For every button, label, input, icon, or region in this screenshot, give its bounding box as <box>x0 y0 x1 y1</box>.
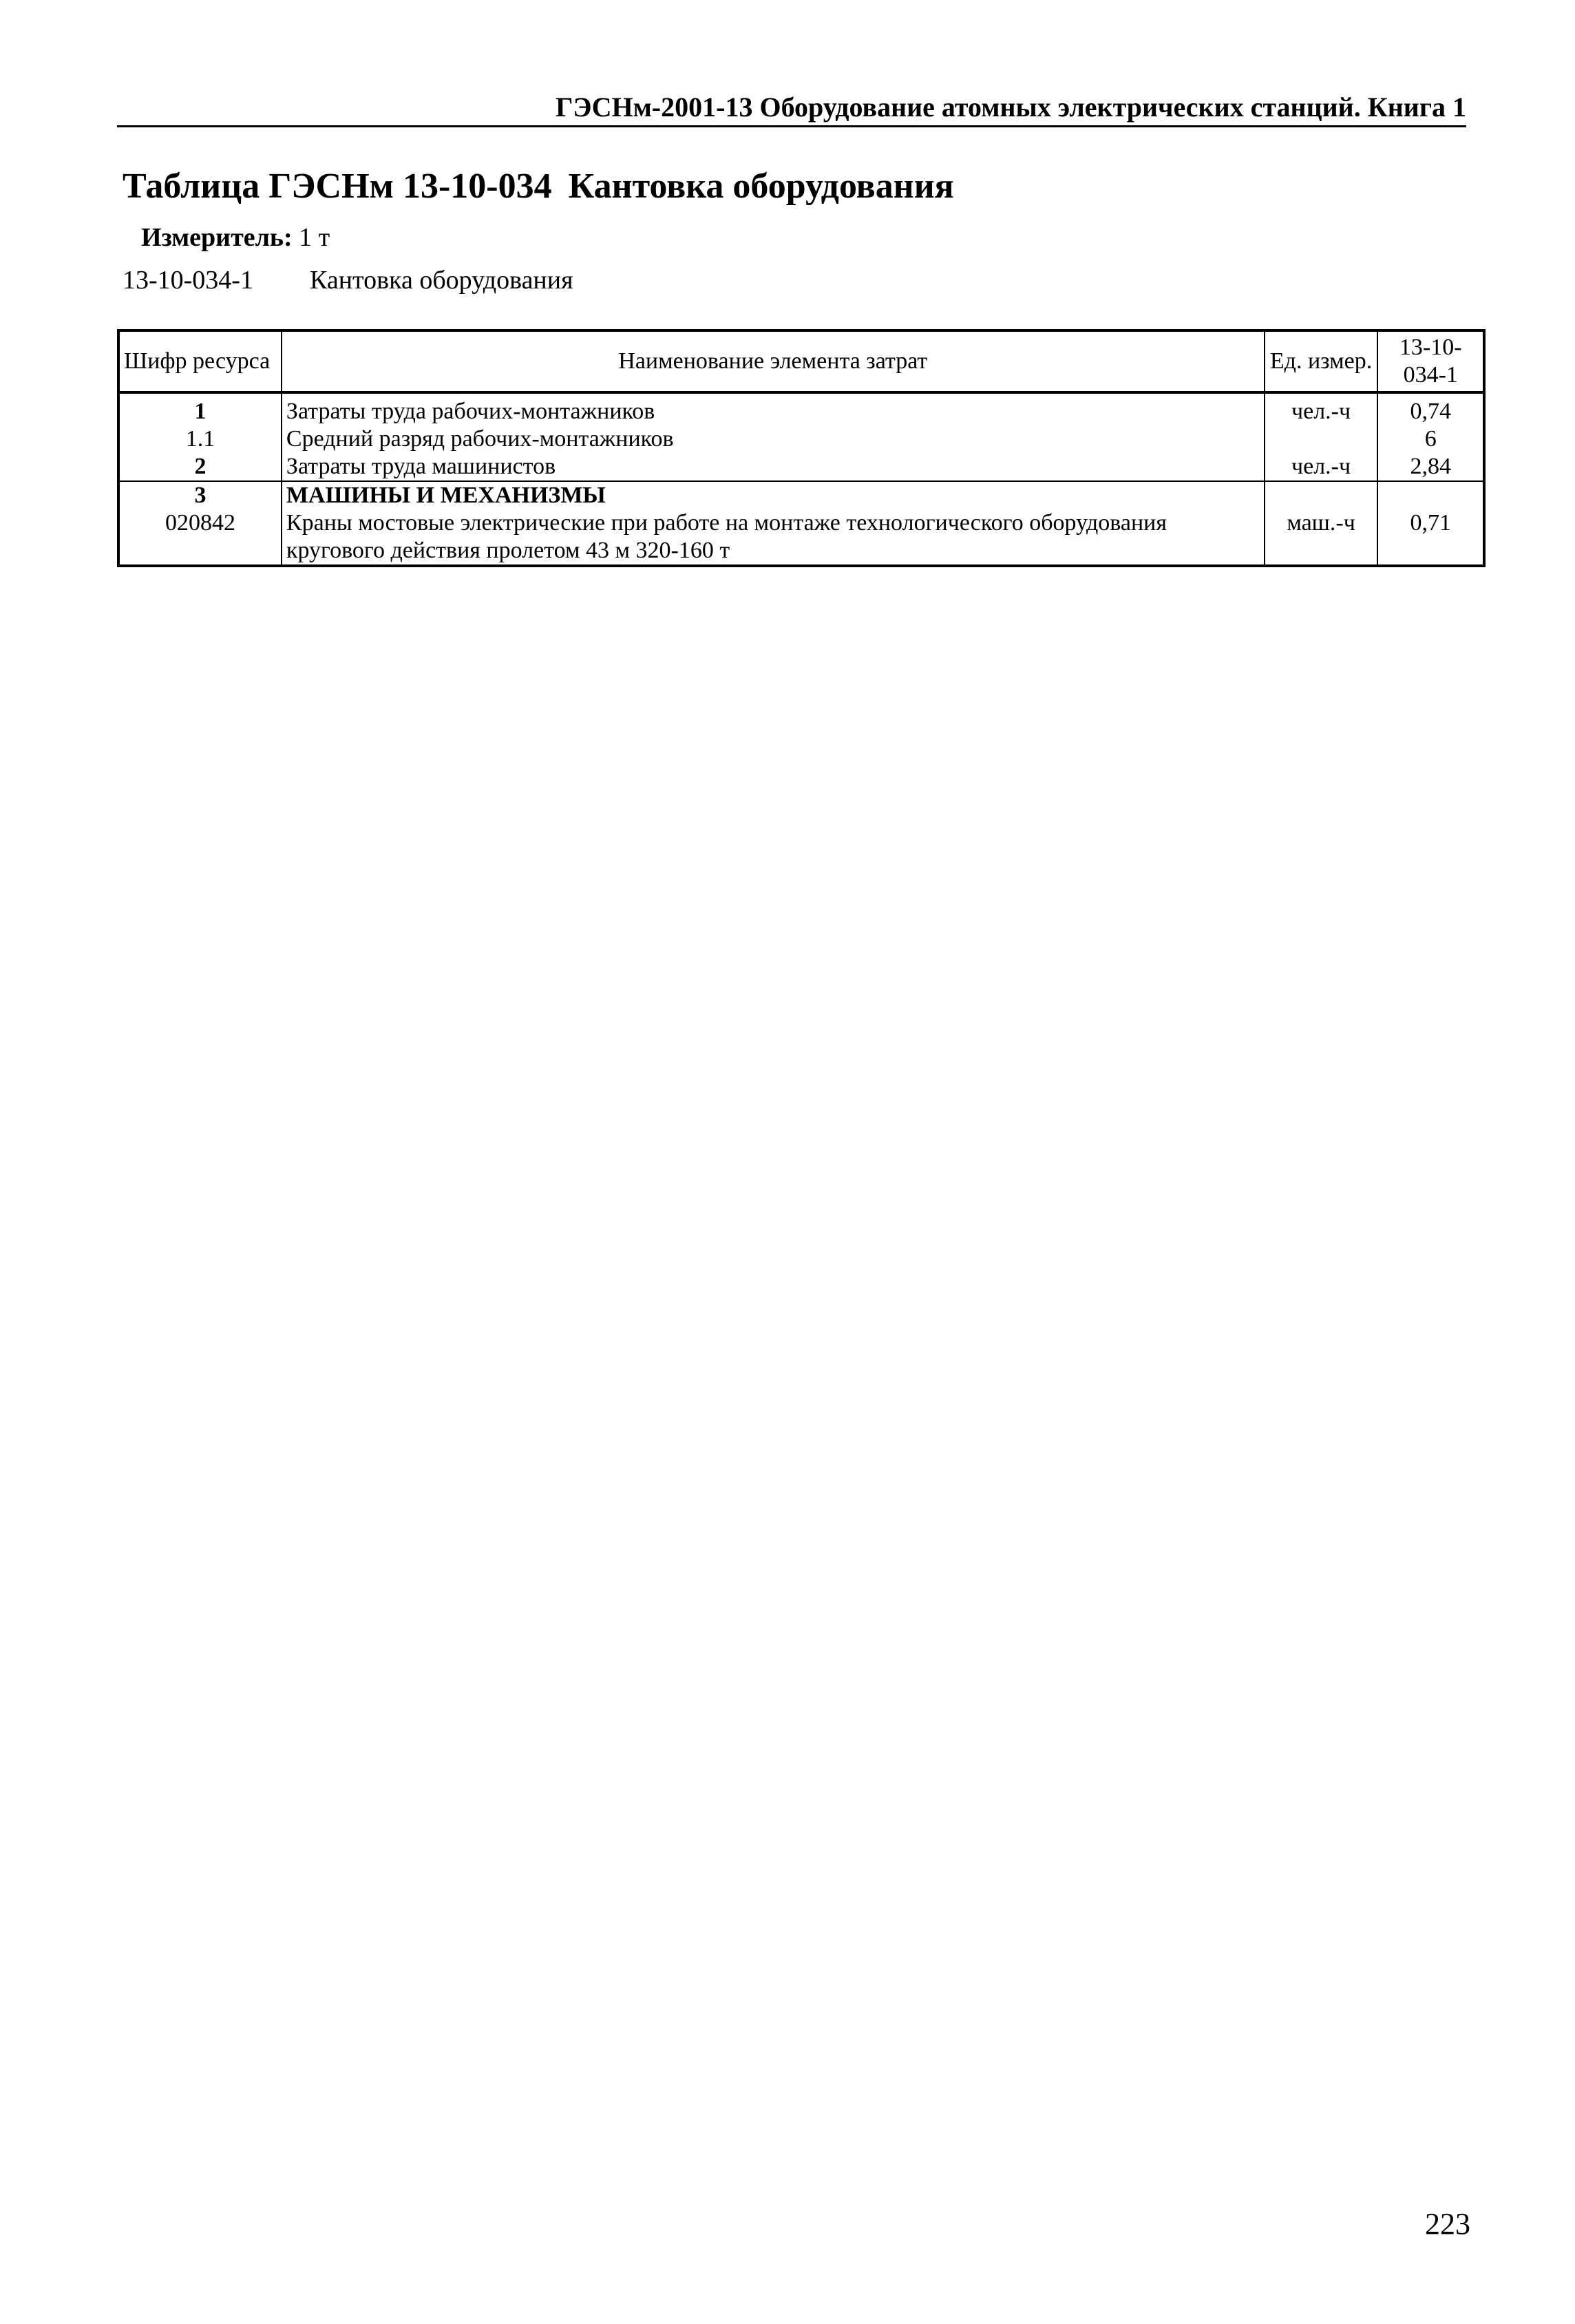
col-header-value <box>1377 330 1484 392</box>
cell-unit: чел.-ч <box>1265 453 1378 481</box>
cell-value: 2,84 <box>1377 453 1484 481</box>
cell-value <box>1377 481 1484 509</box>
table-row <box>118 509 1484 566</box>
col-header-value-line1: 13-10- <box>1399 335 1462 360</box>
cell-unit: маш.-ч <box>1265 509 1378 566</box>
cell-value: 0,74 <box>1377 392 1484 425</box>
cell-name: Краны мостовые электрические при работе на монтаже технологического оборудования кругового действия пролетом 43 м 320-160 т <box>282 509 1265 566</box>
table-title-name: Кантовка оборудования <box>568 167 954 206</box>
table-title <box>123 165 954 208</box>
cell-name: МАШИНЫ И МЕХАНИЗМЫ <box>282 481 1265 509</box>
measure-label: Измеритель: <box>141 223 293 252</box>
cell-name: Средний разряд рабочих-монтажников <box>282 425 1265 453</box>
col-header-code: Шифр ресурса <box>118 330 282 392</box>
table-title-prefix: Таблица ГЭСНм 13-10-034 <box>123 167 552 206</box>
cell-value: 6 <box>1377 425 1484 453</box>
cell-value: 0,71 <box>1377 509 1484 566</box>
col-header-name: Наименование элемента затрат <box>282 330 1265 392</box>
cell-unit <box>1265 481 1378 509</box>
cell-code: 1.1 <box>118 425 282 453</box>
norm-code: 13-10-034-1 <box>123 266 253 295</box>
page-number: 223 <box>1425 2207 1470 2241</box>
table-row-group-machines <box>118 481 1484 509</box>
cell-code: 2 <box>118 453 282 481</box>
cell-code: 3 <box>118 481 282 509</box>
col-header-unit: Ед. измер. <box>1265 330 1378 392</box>
cell-unit <box>1265 425 1378 453</box>
cell-code: 020842 <box>118 509 282 566</box>
table-row <box>118 425 1484 453</box>
col-header-value-line2: 034-1 <box>1403 362 1458 388</box>
measure-line <box>141 222 330 253</box>
resource-table <box>117 329 1486 567</box>
cell-unit: чел.-ч <box>1265 392 1378 425</box>
norm-name: Кантовка оборудования <box>310 266 573 295</box>
cell-code: 1 <box>118 392 282 425</box>
cell-name: Затраты труда машинистов <box>282 453 1265 481</box>
table-row <box>118 453 1484 481</box>
measure-value: 1 т <box>299 223 330 252</box>
running-header: ГЭСНм-2001-13 Оборудование атомных электрических станций. Книга 1 <box>117 91 1466 127</box>
table-header-row <box>118 330 1484 392</box>
table-row <box>118 392 1484 425</box>
cell-name: Затраты труда рабочих-монтажников <box>282 392 1265 425</box>
norm-code-line <box>123 264 573 296</box>
